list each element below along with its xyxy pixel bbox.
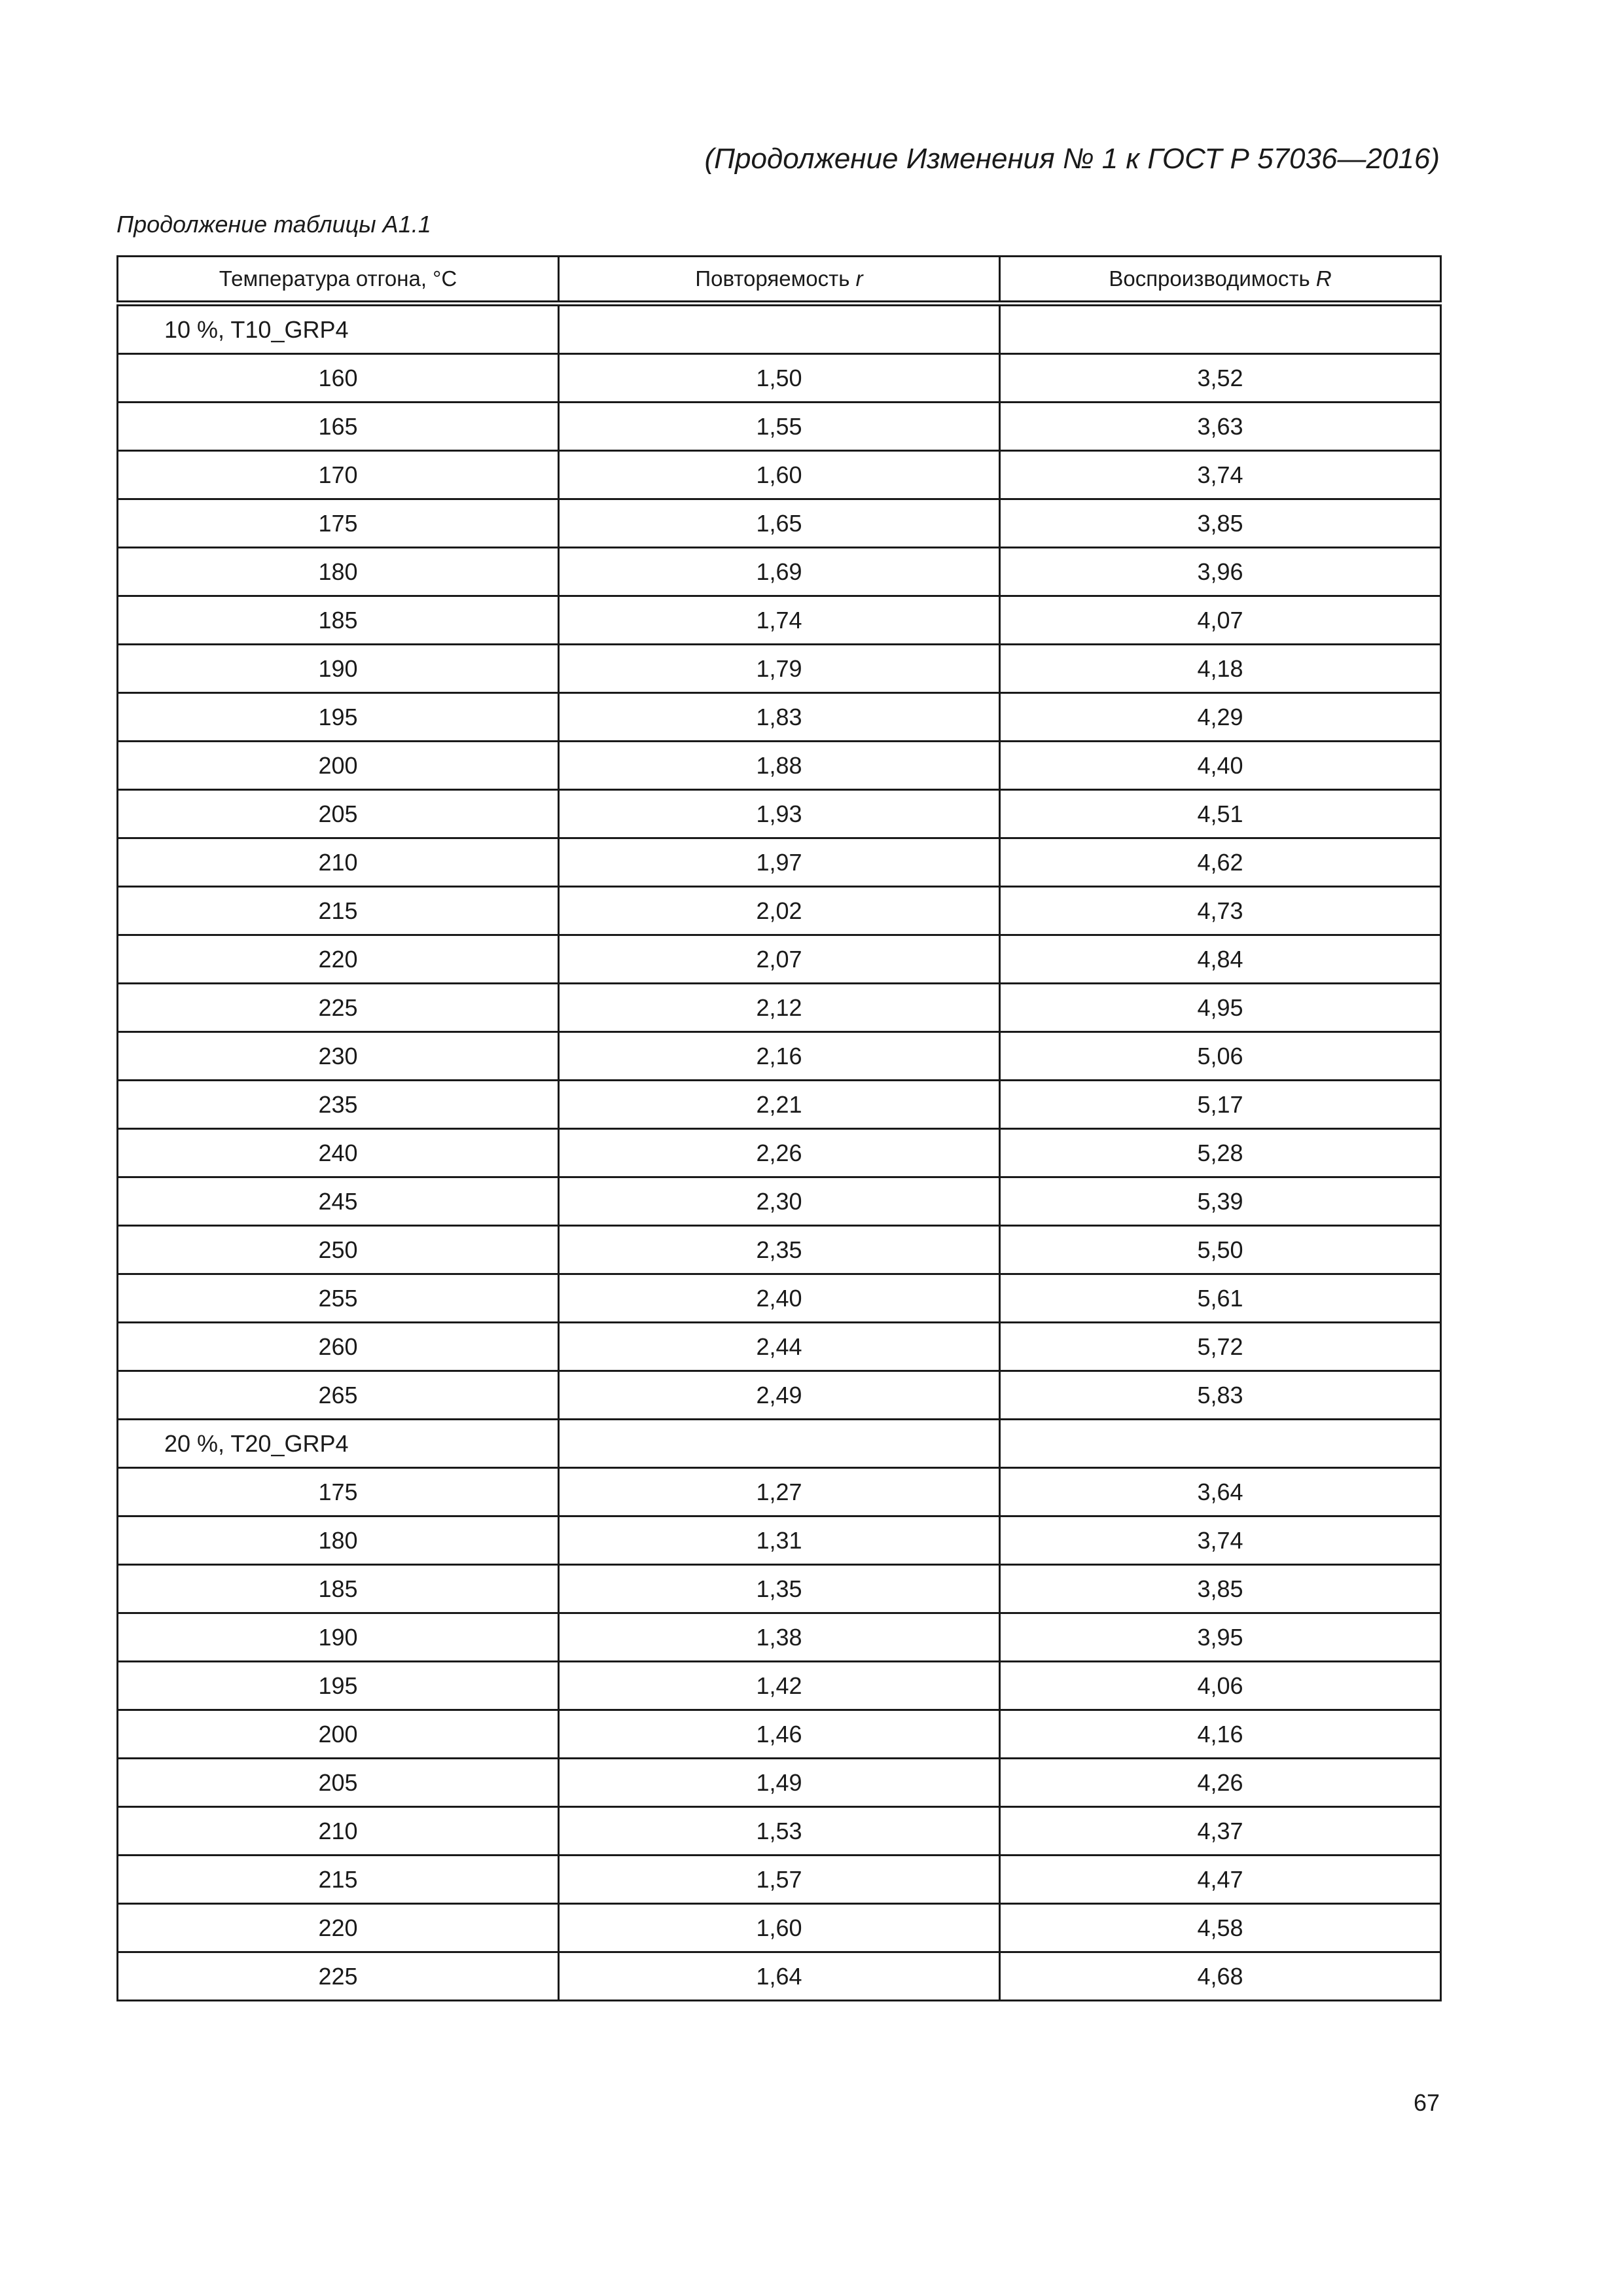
- temperature-cell: 190: [118, 1613, 559, 1662]
- temperature-cell: 260: [118, 1323, 559, 1371]
- reproducibility-cell: 4,16: [1000, 1710, 1441, 1759]
- temperature-cell: 265: [118, 1371, 559, 1420]
- page-number: 67: [1413, 2089, 1440, 2116]
- temperature-cell: 190: [118, 645, 559, 693]
- reproducibility-cell: 4,84: [1000, 935, 1441, 984]
- table-row: [118, 1274, 1441, 1323]
- reproducibility-cell: 3,63: [1000, 403, 1441, 451]
- temperature-cell: 195: [118, 693, 559, 742]
- table-row: [118, 887, 1441, 935]
- temperature-cell: 235: [118, 1081, 559, 1129]
- reproducibility-cell: 4,07: [1000, 596, 1441, 645]
- reproducibility-cell: 5,61: [1000, 1274, 1441, 1323]
- table-body: [118, 304, 1441, 2001]
- table-row: [118, 1759, 1441, 1807]
- table-row: [118, 1129, 1441, 1177]
- empty-cell: [559, 1420, 1000, 1468]
- reproducibility-cell: 4,73: [1000, 887, 1441, 935]
- temperature-cell: 205: [118, 1759, 559, 1807]
- repeatability-cell: 2,02: [559, 887, 1000, 935]
- table-row: [118, 838, 1441, 887]
- table-row: [118, 935, 1441, 984]
- reproducibility-cell: 4,58: [1000, 1904, 1441, 1952]
- group-label: 10 %, T10_GRP4: [118, 304, 559, 354]
- reproducibility-cell: 5,06: [1000, 1032, 1441, 1081]
- temperature-cell: 185: [118, 596, 559, 645]
- temperature-cell: 165: [118, 403, 559, 451]
- column-header-reproducibility: [1000, 257, 1441, 304]
- reproducibility-cell: 4,26: [1000, 1759, 1441, 1807]
- repeatability-cell: 1,74: [559, 596, 1000, 645]
- repeatability-cell: 2,49: [559, 1371, 1000, 1420]
- temperature-cell: 200: [118, 1710, 559, 1759]
- repeatability-cell: 2,21: [559, 1081, 1000, 1129]
- temperature-cell: 160: [118, 354, 559, 403]
- temperature-cell: 240: [118, 1129, 559, 1177]
- repeatability-cell: 1,79: [559, 645, 1000, 693]
- repeatability-cell: 1,93: [559, 790, 1000, 838]
- reproducibility-symbol: R: [1315, 266, 1332, 291]
- table-row: [118, 742, 1441, 790]
- repeatability-cell: 1,49: [559, 1759, 1000, 1807]
- table-row: [118, 354, 1441, 403]
- table-row: [118, 984, 1441, 1032]
- repeatability-cell: 1,60: [559, 451, 1000, 499]
- repeatability-cell: 1,27: [559, 1468, 1000, 1516]
- table-header-row: [118, 257, 1441, 304]
- reproducibility-cell: 5,72: [1000, 1323, 1441, 1371]
- reproducibility-cell: 3,95: [1000, 1613, 1441, 1662]
- repeatability-cell: 1,50: [559, 354, 1000, 403]
- reproducibility-cell: 3,74: [1000, 1516, 1441, 1565]
- table-row: [118, 451, 1441, 499]
- data-table: [116, 255, 1442, 2001]
- repeatability-cell: 1,35: [559, 1565, 1000, 1613]
- temperature-cell: 180: [118, 1516, 559, 1565]
- reproducibility-cell: 4,51: [1000, 790, 1441, 838]
- reproducibility-cell: 4,06: [1000, 1662, 1441, 1710]
- repeatability-cell: 1,55: [559, 403, 1000, 451]
- reproducibility-cell: 5,50: [1000, 1226, 1441, 1274]
- reproducibility-cell: 3,96: [1000, 548, 1441, 596]
- reproducibility-cell: 4,62: [1000, 838, 1441, 887]
- temperature-cell: 230: [118, 1032, 559, 1081]
- repeatability-cell: 2,16: [559, 1032, 1000, 1081]
- column-header-repeatability-label: Повторяемость: [695, 266, 856, 291]
- reproducibility-cell: 5,83: [1000, 1371, 1441, 1420]
- table-row: [118, 693, 1441, 742]
- temperature-cell: 255: [118, 1274, 559, 1323]
- group-row: [118, 304, 1441, 354]
- repeatability-cell: 1,65: [559, 499, 1000, 548]
- repeatability-cell: 1,88: [559, 742, 1000, 790]
- repeatability-cell: 2,12: [559, 984, 1000, 1032]
- running-header: (Продолжение Изменения № 1 к ГОСТ Р 57036—2016): [704, 143, 1440, 175]
- group-label: 20 %, T20_GRP4: [118, 1420, 559, 1468]
- repeatability-cell: 1,42: [559, 1662, 1000, 1710]
- reproducibility-cell: 4,68: [1000, 1952, 1441, 2001]
- temperature-cell: 225: [118, 1952, 559, 2001]
- repeatability-cell: 1,69: [559, 548, 1000, 596]
- temperature-cell: 170: [118, 451, 559, 499]
- table-row: [118, 1032, 1441, 1081]
- temperature-cell: 220: [118, 935, 559, 984]
- repeatability-cell: 1,46: [559, 1710, 1000, 1759]
- table-row: [118, 1565, 1441, 1613]
- reproducibility-cell: 4,29: [1000, 693, 1441, 742]
- table-row: [118, 1904, 1441, 1952]
- reproducibility-cell: 3,64: [1000, 1468, 1441, 1516]
- group-row: [118, 1420, 1441, 1468]
- temperature-cell: 250: [118, 1226, 559, 1274]
- column-header-repeatability: [559, 257, 1000, 304]
- reproducibility-cell: 4,40: [1000, 742, 1441, 790]
- repeatability-cell: 1,53: [559, 1807, 1000, 1856]
- reproducibility-cell: 5,17: [1000, 1081, 1441, 1129]
- table-row: [118, 1371, 1441, 1420]
- temperature-cell: 225: [118, 984, 559, 1032]
- repeatability-cell: 1,97: [559, 838, 1000, 887]
- table-row: [118, 1226, 1441, 1274]
- temperature-cell: 210: [118, 838, 559, 887]
- repeatability-cell: 1,57: [559, 1856, 1000, 1904]
- reproducibility-cell: 4,18: [1000, 645, 1441, 693]
- table-row: [118, 403, 1441, 451]
- temperature-cell: 175: [118, 499, 559, 548]
- temperature-cell: 220: [118, 1904, 559, 1952]
- repeatability-cell: 2,40: [559, 1274, 1000, 1323]
- temperature-cell: 175: [118, 1468, 559, 1516]
- reproducibility-cell: 3,74: [1000, 451, 1441, 499]
- repeatability-cell: 2,35: [559, 1226, 1000, 1274]
- reproducibility-cell: 3,52: [1000, 354, 1441, 403]
- reproducibility-cell: 4,47: [1000, 1856, 1441, 1904]
- repeatability-symbol: r: [855, 266, 863, 291]
- table-row: [118, 1323, 1441, 1371]
- table-row: [118, 790, 1441, 838]
- temperature-cell: 215: [118, 887, 559, 935]
- table-row: [118, 1468, 1441, 1516]
- table-row: [118, 1613, 1441, 1662]
- repeatability-cell: 2,44: [559, 1323, 1000, 1371]
- repeatability-cell: 1,38: [559, 1613, 1000, 1662]
- temperature-cell: 200: [118, 742, 559, 790]
- temperature-cell: 245: [118, 1177, 559, 1226]
- table-row: [118, 1177, 1441, 1226]
- reproducibility-cell: 3,85: [1000, 1565, 1441, 1613]
- column-header-temperature-label: Температура отгона, °С: [219, 266, 457, 291]
- repeatability-cell: 1,83: [559, 693, 1000, 742]
- temperature-cell: 210: [118, 1807, 559, 1856]
- repeatability-cell: 1,31: [559, 1516, 1000, 1565]
- table-row: [118, 645, 1441, 693]
- table-caption: Продолжение таблицы А1.1: [116, 211, 431, 238]
- empty-cell: [559, 304, 1000, 354]
- reproducibility-cell: 4,37: [1000, 1807, 1441, 1856]
- temperature-cell: 180: [118, 548, 559, 596]
- reproducibility-cell: 5,39: [1000, 1177, 1441, 1226]
- repeatability-cell: 1,60: [559, 1904, 1000, 1952]
- table-row: [118, 1952, 1441, 2001]
- temperature-cell: 205: [118, 790, 559, 838]
- empty-cell: [1000, 1420, 1441, 1468]
- table-row: [118, 1807, 1441, 1856]
- reproducibility-cell: 5,28: [1000, 1129, 1441, 1177]
- column-header-temperature: [118, 257, 559, 304]
- temperature-cell: 195: [118, 1662, 559, 1710]
- temperature-cell: 185: [118, 1565, 559, 1613]
- table-row: [118, 1081, 1441, 1129]
- table-row: [118, 1662, 1441, 1710]
- table-row: [118, 1516, 1441, 1565]
- empty-cell: [1000, 304, 1441, 354]
- column-header-reproducibility-label: Воспроизводимость: [1109, 266, 1316, 291]
- repeatability-cell: 1,64: [559, 1952, 1000, 2001]
- repeatability-cell: 2,26: [559, 1129, 1000, 1177]
- repeatability-cell: 2,30: [559, 1177, 1000, 1226]
- table-row: [118, 1856, 1441, 1904]
- table-row: [118, 499, 1441, 548]
- table-row: [118, 596, 1441, 645]
- reproducibility-cell: 3,85: [1000, 499, 1441, 548]
- table-row: [118, 1710, 1441, 1759]
- reproducibility-cell: 4,95: [1000, 984, 1441, 1032]
- temperature-cell: 215: [118, 1856, 559, 1904]
- table-row: [118, 548, 1441, 596]
- repeatability-cell: 2,07: [559, 935, 1000, 984]
